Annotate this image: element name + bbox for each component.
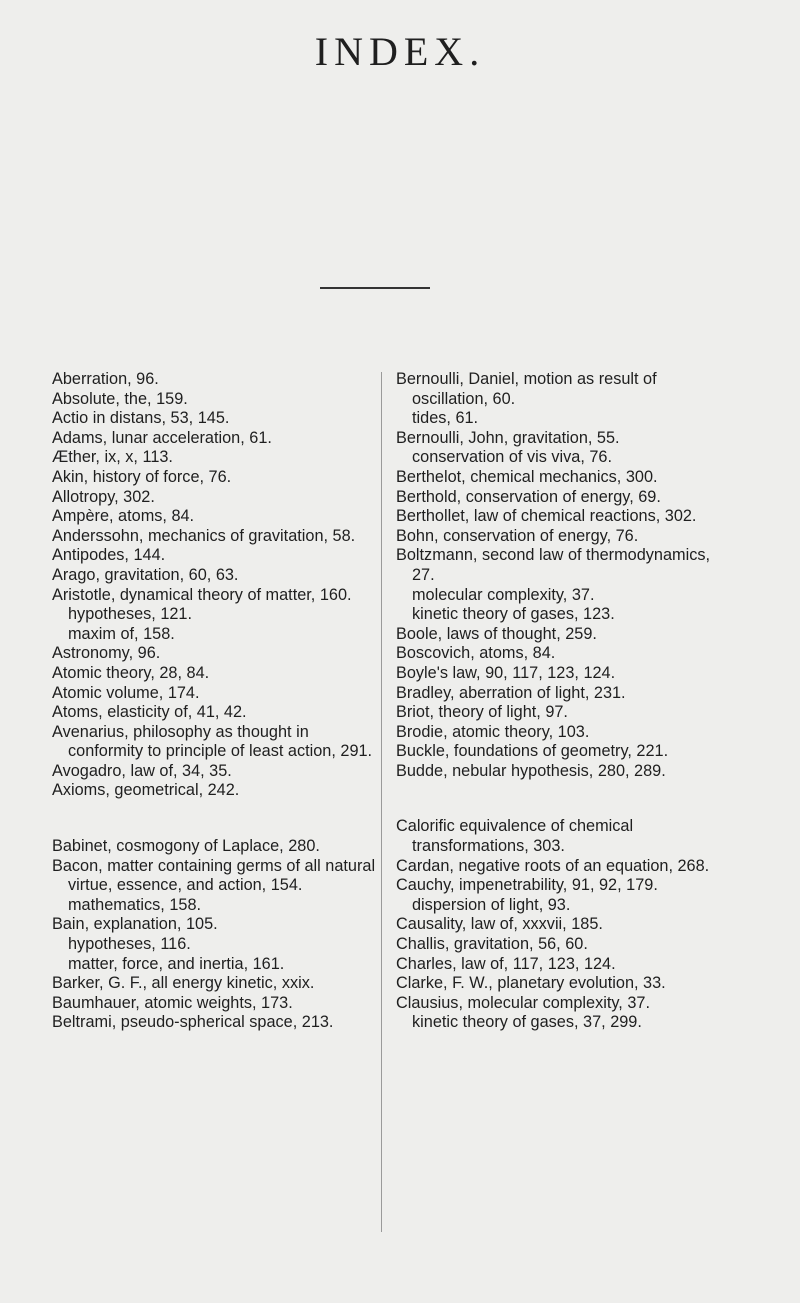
index-entry: Adams, lunar acceleration, 61.: [52, 428, 272, 447]
index-entry: Clarke, F. W., planetary evolution, 33.: [396, 974, 666, 993]
index-entry: Avenarius, philosophy as thought in conformity to principle of least action, 291.: [52, 722, 373, 761]
index-entry: Boltzmann, second law of thermodynamics, 27.: [396, 546, 711, 584]
index-entry: Astronomy, 96.: [52, 644, 161, 663]
group-gap: [52, 801, 387, 837]
index-entry: Budde, nebular hypothesis, 280, 289.: [396, 761, 666, 780]
index-entry: Axioms, geometrical, 242.: [52, 781, 240, 800]
index-group-left-b: [52, 837, 387, 1033]
index-subentry: mathematics, 158.: [68, 895, 202, 914]
index-entry: Baumhauer, atomic weights, 173.: [52, 993, 293, 1012]
index-entry: Cardan, negative roots of an equation, 268.: [396, 856, 710, 875]
index-entry: Avogadro, law of, 34, 35.: [52, 761, 232, 780]
index-entry: Cauchy, impenetrability, 91, 92, 179.: [396, 876, 658, 895]
index-entry: Bernoulli, Daniel, motion as result of oscillation, 60.: [396, 370, 657, 408]
index-subentry: molecular complexity, 37.: [412, 585, 595, 604]
index-subentry: hypotheses, 116.: [68, 935, 191, 954]
index-entry: Clausius, molecular complexity, 37.: [396, 993, 650, 1012]
index-entry: Æther, ix, x, 113.: [52, 448, 173, 467]
index-subentry: kinetic theory of gases, 123.: [412, 605, 615, 624]
index-entry: Boole, laws of thought, 259.: [396, 624, 597, 643]
index-entry: Aberration, 96.: [52, 370, 159, 388]
index-entry: Bain, explanation, 105.: [52, 915, 218, 934]
index-entry: Berthelot, chemical mechanics, 300.: [396, 467, 658, 486]
index-entry: Bradley, aberration of light, 231.: [396, 683, 626, 702]
index-entry: Bernoulli, John, gravitation, 55.: [396, 428, 620, 447]
index-subentry: matter, force, and inertia, 161.: [68, 954, 285, 973]
page-title: INDEX.: [314, 29, 486, 74]
index-subentry: kinetic theory of gases, 37, 299.: [412, 1013, 642, 1032]
index-entry: Calorific equivalence of chemical transformations, 303.: [396, 817, 634, 856]
index-entry: Ampère, atoms, 84.: [52, 507, 195, 526]
index-entry: Buckle, foundations of geometry, 221.: [396, 742, 669, 761]
index-entry: Atoms, elasticity of, 41, 42.: [52, 703, 247, 722]
index-subentry: tides, 61.: [412, 409, 479, 428]
column-divider: [381, 372, 382, 1232]
index-column-left: [52, 370, 387, 1033]
index-entry: Antipodes, 144.: [52, 546, 166, 565]
index-entry: Causality, law of, xxxvii, 185.: [396, 915, 603, 934]
index-entry: Atomic theory, 28, 84.: [52, 663, 210, 682]
index-group-right-a: [396, 370, 731, 781]
index-subentry: conservation of vis viva, 76.: [412, 448, 612, 467]
index-entry: Anderssohn, mechanics of gravitation, 58.: [52, 526, 356, 545]
index-entry: Bacon, matter containing germs of all natural virtue, essence, and action, 154.: [52, 856, 376, 895]
index-subentry: maxim of, 158.: [68, 624, 175, 643]
index-entry: Akin, history of force, 76.: [52, 467, 232, 486]
index-group-right-b: [396, 817, 731, 1033]
index-entry: Bohn, conservation of energy, 76.: [396, 526, 639, 545]
index-entry: Beltrami, pseudo-spherical space, 213.: [52, 1013, 334, 1032]
title-rule: [320, 287, 430, 289]
index-entry: Aristotle, dynamical theory of matter, 160.: [52, 585, 352, 604]
index-entry: Babinet, cosmogony of Laplace, 280.: [52, 837, 320, 856]
group-gap: [396, 781, 731, 817]
index-entry: Brodie, atomic theory, 103.: [396, 722, 590, 741]
index-subentry: hypotheses, 121.: [68, 605, 193, 624]
index-entry: Berthollet, law of chemical reactions, 302.: [396, 507, 697, 526]
index-entry: Arago, gravitation, 60, 63.: [52, 565, 239, 584]
index-entry: Barker, G. F., all energy kinetic, xxix.: [52, 974, 315, 993]
index-subentry: dispersion of light, 93.: [412, 895, 571, 914]
index-entry: Challis, gravitation, 56, 60.: [396, 935, 588, 954]
index-entry: Boyle's law, 90, 117, 123, 124.: [396, 663, 616, 682]
index-entry: Atomic volume, 174.: [52, 683, 200, 702]
index-column-right: [396, 370, 731, 1033]
index-entry: Allotropy, 302.: [52, 487, 155, 506]
index-entry: Briot, theory of light, 97.: [396, 703, 568, 722]
index-entry: Absolute, the, 159.: [52, 389, 188, 408]
index-entry: Charles, law of, 117, 123, 124.: [396, 954, 616, 973]
index-entry: Berthold, conservation of energy, 69.: [396, 487, 661, 506]
index-group-left-a: [52, 370, 387, 801]
index-entry: Actio in distans, 53, 145.: [52, 409, 230, 428]
index-entry: Boscovich, atoms, 84.: [396, 644, 556, 663]
